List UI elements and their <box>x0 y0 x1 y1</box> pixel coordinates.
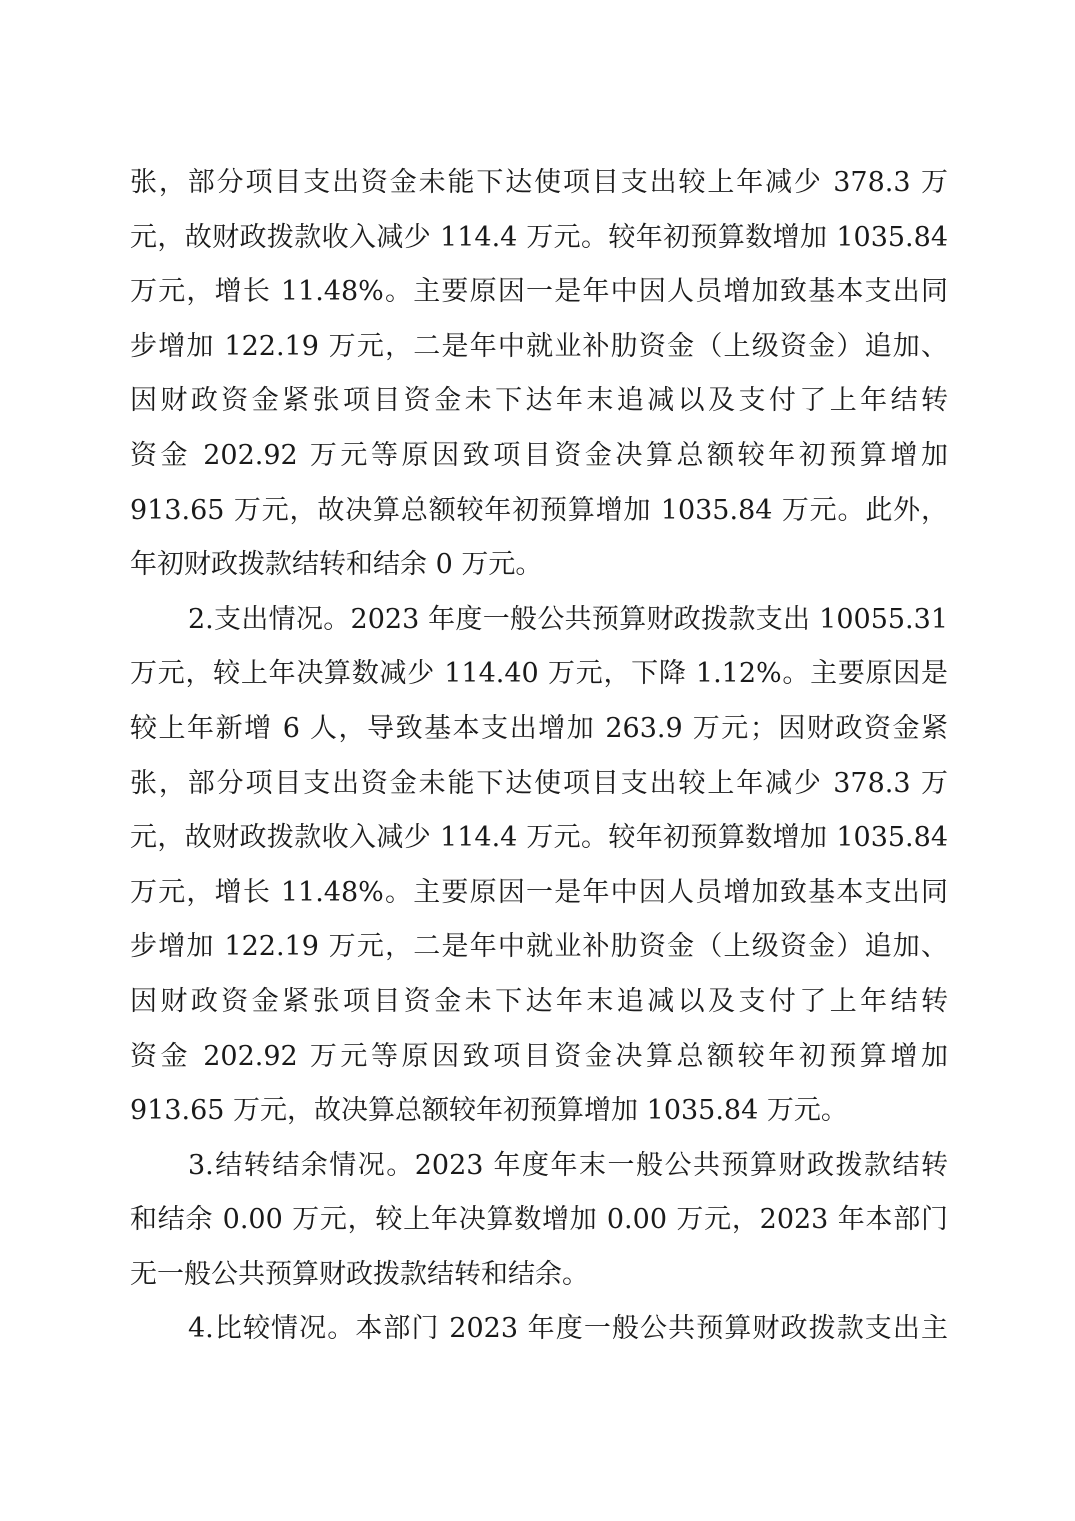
text-line: 张，部分项目支出资金未能下达使项目支出较上年减少 378.3 万 <box>130 167 948 198</box>
paragraph-comparison <box>130 1302 948 1357</box>
text-line: 较上年新增 6 人，导致基本支出增加 263.9 万元；因财政资金紧 <box>130 712 948 744</box>
text-line: 因财政资金紧张项目资金未下达年末追减以及支付了上年结转 <box>130 385 948 417</box>
text-line: 万元，较上年决算数减少 114.40 万元，下降 1.12%。主要原因是 <box>130 658 948 690</box>
text-line: 步增加 122.19 万元，二是年中就业补肋资金（上级资金）追加、 <box>130 931 948 963</box>
paragraph-income-continued <box>130 156 948 593</box>
document-page <box>130 156 948 1357</box>
text-line: 张，部分项目支出资金未能下达使项目支出较上年减少 378.3 万 <box>130 767 948 799</box>
text-line-indented: 2.支出情况。2023 年度一般公共预算财政拨款支出 10055.31 <box>188 603 948 635</box>
text-line: 万元，增长 11.48%。主要原因一是年中因人员增加致基本支出同 <box>130 876 948 908</box>
paragraph-expenditure <box>130 593 948 1139</box>
text-line: 元，故财政拨款收入减少 114.4 万元。较年初预算数增加 1035.84 <box>130 221 948 253</box>
text-line: 元，故财政拨款收入减少 114.4 万元。较年初预算数增加 1035.84 <box>130 822 948 854</box>
text-line-indented: 3.结转结余情况。2023 年度年末一般公共预算财政拨款结转 <box>188 1149 948 1181</box>
text-line: 资金 202.92 万元等原因致项目资金决算总额较年初预算增加 <box>130 1040 948 1072</box>
paragraph-carryover <box>130 1139 948 1303</box>
text-line: 万元，增长 11.48%。主要原因一是年中因人员增加致基本支出同 <box>130 276 948 308</box>
text-line: 因财政资金紧张项目资金未下达年末追减以及支付了上年结转 <box>130 985 948 1017</box>
text-line: 无一般公共预算财政拨款结转和结余。 <box>130 1258 589 1290</box>
text-line: 913.65 万元，故决算总额较年初预算增加 1035.84 万元。此外， <box>130 494 948 526</box>
text-line: 步增加 122.19 万元，二是年中就业补肋资金（上级资金）追加、 <box>130 330 948 362</box>
text-line: 和结余 0.00 万元，较上年决算数增加 0.00 万元，2023 年本部门 <box>130 1204 948 1236</box>
text-line: 年初财政拨款结转和结余 0 万元。 <box>130 549 543 581</box>
text-line: 913.65 万元，故决算总额较年初预算增加 1035.84 万元。 <box>130 1095 848 1127</box>
text-line: 资金 202.92 万元等原因致项目资金决算总额较年初预算增加 <box>130 439 948 471</box>
text-line-indented: 4.比较情况。本部门 2023 年度一般公共预算财政拨款支出主 <box>188 1313 948 1345</box>
